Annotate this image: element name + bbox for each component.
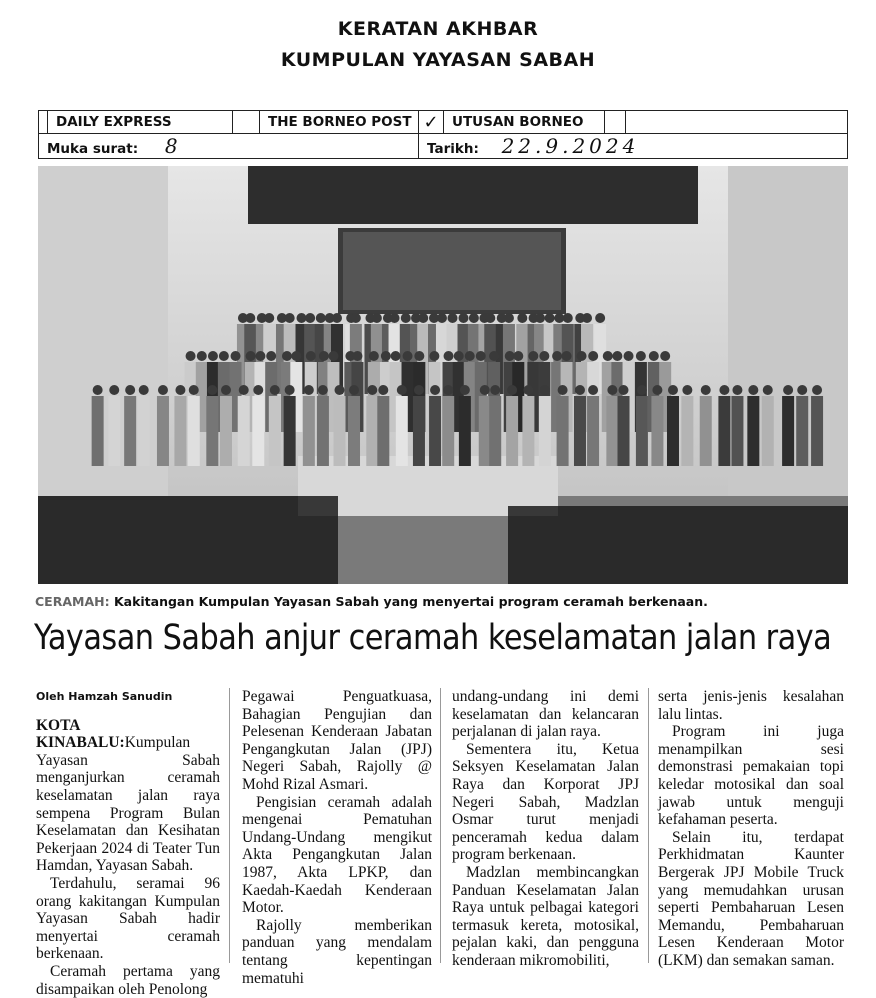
column-rule xyxy=(440,688,441,963)
paragraph: Program ini juga menampilkan sesi demonstrasi pemakaian topi keledar motosikal dan soal jawab untuk menguji kefahaman peserta. xyxy=(658,723,844,829)
paragraph: Madzlan membincangkan Panduan Keselamatan Jalan Raya untuk pelbagai kategori termasuk kereta, motosikal, pejalan kaki, dan pengguna kenderaan mikromobiliti, xyxy=(452,863,639,969)
date-field xyxy=(419,134,848,159)
caption-text: Kakitangan Kumpulan Yayasan Sabah yang menyertai program ceramah berkenaan. xyxy=(109,594,708,609)
clipping-meta-table xyxy=(38,110,848,159)
article-column-3 xyxy=(452,688,639,970)
paper-borneo-post: THE BORNEO POST xyxy=(260,111,419,134)
page-value: 8 xyxy=(164,134,178,158)
paragraph: Ceramah pertama yang disampaikan oleh Penolong xyxy=(36,962,220,998)
headline: Yayasan Sabah anjur ceramah keselamatan jalan raya xyxy=(34,618,832,658)
byline: Oleh Hamzah Sanudin xyxy=(36,690,173,703)
date-value: 22.9.2024 xyxy=(501,134,640,158)
paragraph: serta jenis-jenis kesalahan lalu lintas. xyxy=(658,688,844,723)
page-label: Muka surat: xyxy=(47,141,139,157)
checkbox-daily-express xyxy=(233,111,260,134)
paragraph: Pegawai Penguatkuasa, Bahagian Pengujian dan Pelesenan Kenderaan Jabatan Pengangkutan Jalan (JPJ) Negeri Sabah, Rajolly @ Mohd Rizal Asmari. xyxy=(242,688,432,793)
paper-daily-express: DAILY EXPRESS xyxy=(48,111,233,134)
paragraph: Sementera itu, Ketua Seksyen Keselamatan Jalan Raya dan Korporat JPJ Negeri Sabah, Madzlan Osmar turut menjadi penceramah kedua dalam program berkenaan. xyxy=(452,740,639,864)
article-column-1 xyxy=(36,688,220,998)
event-group-photo xyxy=(38,166,848,584)
dateline: KOTA KINABALU: xyxy=(36,716,125,752)
article-column-2 xyxy=(242,688,432,987)
article-column-4 xyxy=(658,688,844,970)
paragraph: Selain itu, terdapat Perkhidmatan Kaunter Bergerak JPJ Mobile Truck yang memudahkan urusan seperti Pembaharuan Lesen Memandu, Pembaharuan Lesen Kenderaan Motor (LKM) dan semakan saman. xyxy=(658,828,844,969)
paragraph: Terdahulu, seramai 96 orang kakitangan Kumpulan Yayasan Sabah hadir menyertai ceramah berkenaan. xyxy=(36,874,220,963)
column-rule xyxy=(229,688,230,963)
checkbox-utusan-borneo xyxy=(605,111,626,134)
page-field xyxy=(39,134,419,159)
column-rule xyxy=(648,688,649,963)
header-title: KERATAN AKHBAR xyxy=(337,18,539,40)
paper-utusan-borneo: UTUSAN BORNEO xyxy=(444,111,605,134)
paragraph: Pengisian ceramah adalah mengenai Pematuhan Undang-Undang mengikut Akta Pengangkutan Jalan 1987, Akta LPKP, dan Kaedah-Kaedah Kenderaan Motor. xyxy=(242,793,432,917)
ceiling-panel xyxy=(248,166,698,224)
photo-caption xyxy=(35,594,708,609)
checkbox-borneo-post: ✓ xyxy=(419,111,444,134)
paragraph: undang-undang ini demi keselamatan dan kelancaran perjalanan di jalan raya. xyxy=(452,688,639,741)
date-label: Tarikh: xyxy=(427,141,479,157)
lead-paragraph: KOTA KINABALU:Kumpulan Yayasan Sabah menganjurkan ceramah keselamatan jalan raya sempena Program Bulan Keselamatan dan Kesihatan Pekerjaan 2024 di Teater Tun Hamdan, Yayasan Sabah. xyxy=(36,716,220,875)
clipping-header xyxy=(0,14,876,76)
paragraph: Rajolly memberikan panduan yang mendalam tentang kepentingan mematuhi xyxy=(242,916,432,987)
caption-label: CERAMAH: xyxy=(35,594,110,609)
header-subtitle: KUMPULAN YAYASAN SABAH xyxy=(280,49,596,71)
